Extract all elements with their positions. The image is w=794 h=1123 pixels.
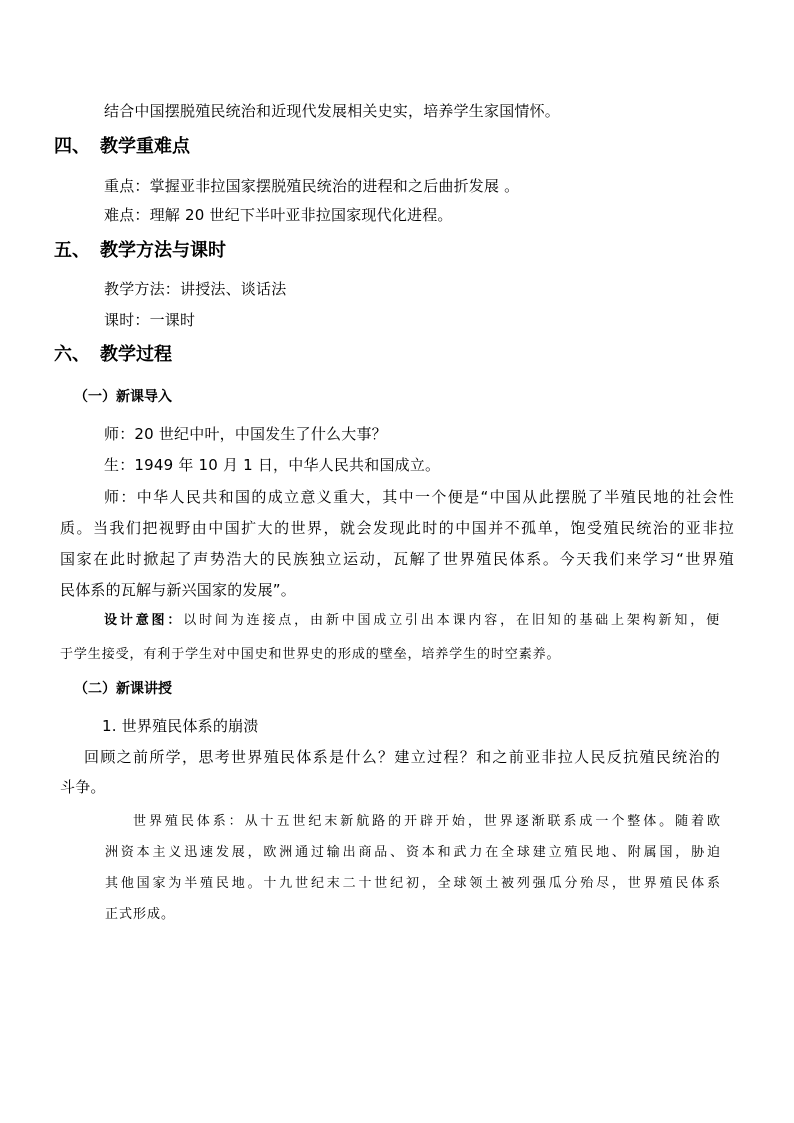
subsection-title-new-lesson: （二）新课讲授 [74,681,172,697]
teacher-paragraph-line: 国家在此时掀起了声势浩大的民族独立运动，瓦解了世界殖民体系。今天我们来学习“世界殖 [60,550,734,568]
section-heading-teaching-process [54,343,172,367]
section-number: 五、 [54,240,90,261]
design-intent-line [104,611,720,631]
section-title: 教学重难点 [100,136,190,157]
objective-text: 结合中国摆脱殖民统治和近现代发展相关史实，培养学生家国情怀。 [104,102,561,120]
teacher-paragraph-line: 质。当我们把视野由中国扩大的世界，就会发现此时的中国并不孤单，饱受殖民统治的亚非拉 [60,519,734,537]
teacher-question: 师：20 世纪中叶，中国发生了什么大事？ [104,425,387,443]
difficult-point-text: 难点：理解 20 世纪下半叶亚非拉国家现代化进程。 [104,206,453,224]
section-title: 教学过程 [100,344,172,365]
quote-line: 正式形成。 [105,907,176,922]
review-question-line: 斗争。 [60,778,106,796]
student-answer: 生：1949 年 10 月 1 日，中华人民共和国成立。 [104,456,441,474]
class-hours-text: 课时：一课时 [104,311,196,329]
key-point-text: 重点：掌握亚非拉国家摆脱殖民统治的进程和之后曲折发展 。 [104,177,520,195]
teacher-paragraph-line: 民体系的瓦解与新兴国家的发展”。 [60,581,296,599]
teacher-paragraph-line: 师：中华人民共和国的成立意义重大，其中一个便是“中国从此摆脱了半殖民地的社会性 [104,488,734,506]
section-heading-key-difficult-points [54,135,190,159]
design-intent-line: 于学生接受，有利于学生对中国史和世界史的形成的壁垒，培养学生的时空素养。 [60,647,561,662]
teaching-method-text: 教学方法：讲授法、谈话法 [104,280,287,298]
quote-line: 洲资本主义迅速发展，欧洲通过输出商品、资本和武力在全球建立殖民地、附属国，胁迫 [105,845,721,860]
design-intent-text: 以时间为连接点，由新中国成立引出本课内容，在旧知的基础上架构新知，便 [183,613,720,628]
subsection-title-introduction: （一）新课导入 [74,389,172,405]
quote-line: 世界殖民体系：从十五世纪末新航路的开辟开始，世界逐渐联系成一个整体。随着欧 [133,814,721,829]
review-question-line: 回顾之前所学，思考世界殖民体系是什么？建立过程？和之前亚非拉人民反抗殖民统治的 [84,748,720,766]
section-number: 六、 [54,344,90,365]
section-heading-methods-hours [54,239,226,263]
section-number: 四、 [54,136,90,157]
design-intent-label: 设计意图： [104,613,184,628]
list-item-colonial-collapse: 1. 世界殖民体系的崩溃 [102,717,259,735]
quote-line: 其他国家为半殖民地。十九世纪末二十世纪初，全球领土被列强瓜分殆尽，世界殖民体系 [105,876,721,891]
section-title: 教学方法与课时 [100,240,226,261]
